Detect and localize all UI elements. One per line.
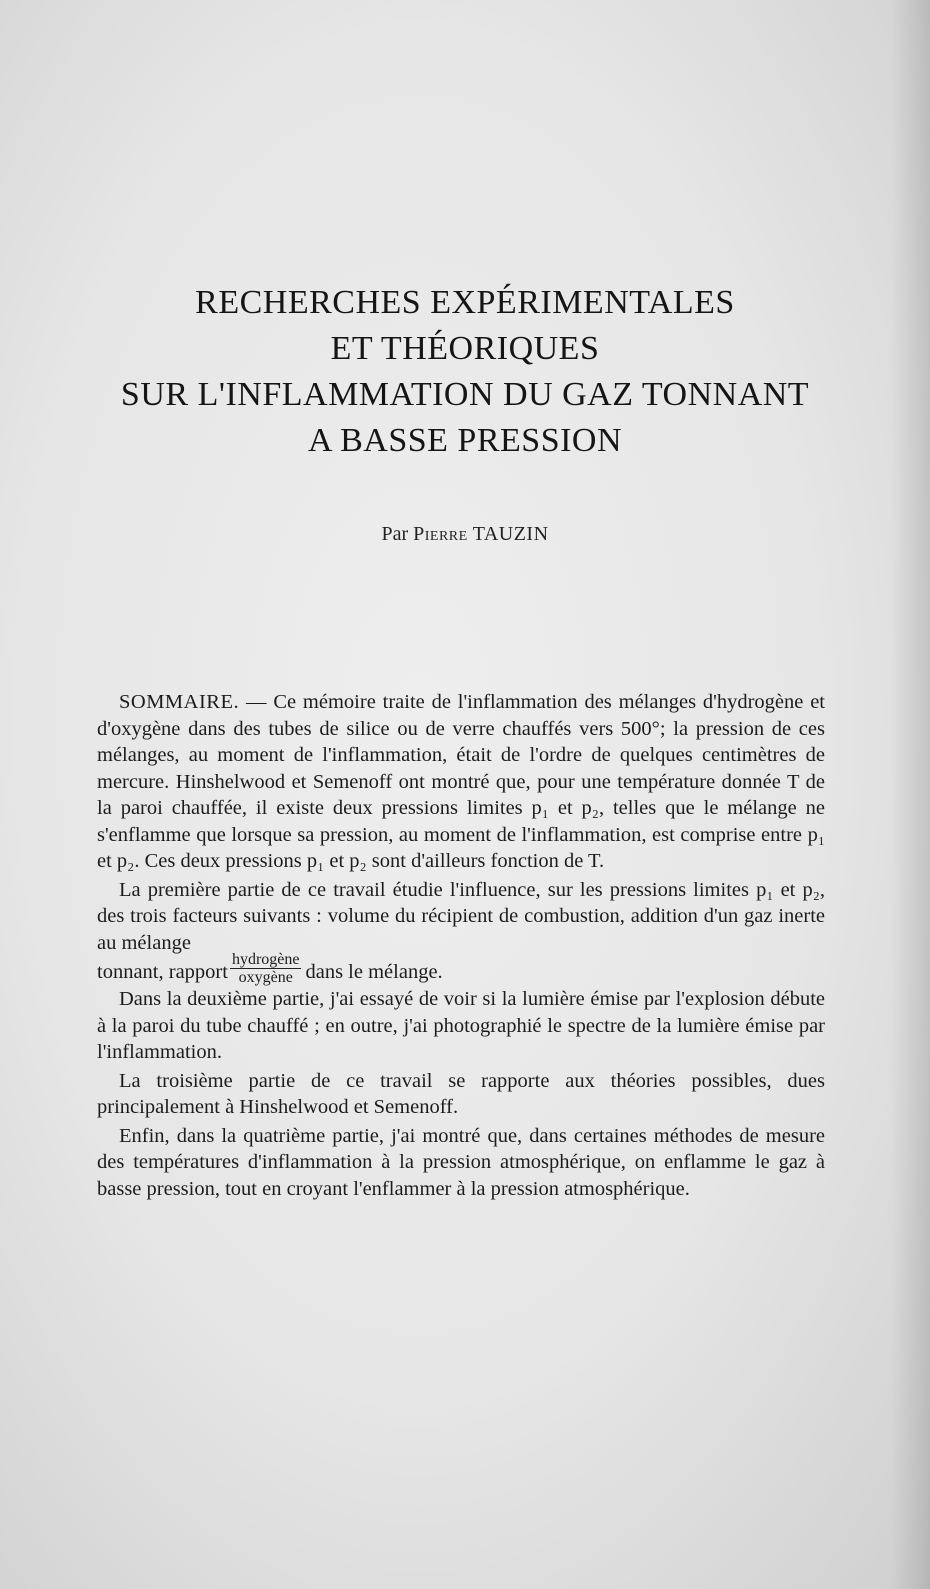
author-first-name: Pierre [413, 523, 468, 545]
page-edge-shadow [890, 0, 930, 1589]
byline-par: Par [381, 523, 409, 545]
abstract-paragraph-2: La première partie de ce travail étudie l'influence, sur les pressions limites p₁ et p₂, des trois facteurs suivants : volume du récipient de combustion, addition d'un gaz inerte au mélange [97, 878, 825, 954]
author-byline [0, 523, 930, 546]
author-last-name: TAUZIN [472, 523, 549, 545]
ratio-denominator: oxygène [238, 968, 293, 986]
abstract-paragraph-1 [97, 689, 825, 875]
ratio-suffix: dans le mélange. [305, 961, 443, 983]
title-line-2: ET THÉORIQUES [330, 330, 600, 367]
title-line-1: RECHERCHES EXPÉRIMENTALES [195, 284, 735, 321]
abstract-p1-text: — Ce mémoire traite de l'inflammation des mélanges d'hydrogène et d'oxygène dans des tubes de silice ou de verre chauffés vers 500°; la pression de ces mélanges, au moment de l'inflammation, était de l'ordre de quelques centimètres de mercure. Hinshelwood et Semenoff ont montré que, pour une température donnée T de la paroi chauffée, il existe deux pressions limites p₁ et p₂, telles que le mélange ne s'enflamme que lorsque sa pression, au moment de l'inflammation, est comprise entre p₁ et p₂. Ces deux pressions p₁ et p₂ sont d'ailleurs fonction de T. [97, 691, 825, 872]
abstract [97, 689, 825, 1204]
ratio-numerator: hydrogène [231, 950, 300, 968]
ratio-prefix: tonnant, rapport [97, 961, 228, 983]
title-line-4: A BASSE PRESSION [307, 422, 623, 459]
abstract-label: SOMMAIRE. [119, 691, 240, 713]
title-line-3: SUR L'INFLAMMATION DU GAZ TONNANT [120, 376, 810, 413]
abstract-paragraph-4: La troisième partie de ce travail se rapporte aux théories possibles, dues principalement à Hinshelwood et Semenoff. [97, 1069, 825, 1118]
hydrogen-oxygen-ratio [230, 951, 302, 986]
abstract-paragraph-5: Enfin, dans la quatrième partie, j'ai montré que, dans certaines méthodes de mesure des températures d'inflammation à la pression atmosphérique, on enflamme le gaz à basse pression, tout en croyant l'enflammer à la pression atmosphérique. [97, 1124, 825, 1200]
paper-title [80, 280, 850, 464]
abstract-paragraph-3: Dans la deuxième partie, j'ai essayé de voir si la lumière émise par l'explosion débute à la paroi du tube chauffé ; en outre, j'ai photographié le spectre de la lumière émise par l'inflammation. [97, 988, 825, 1063]
